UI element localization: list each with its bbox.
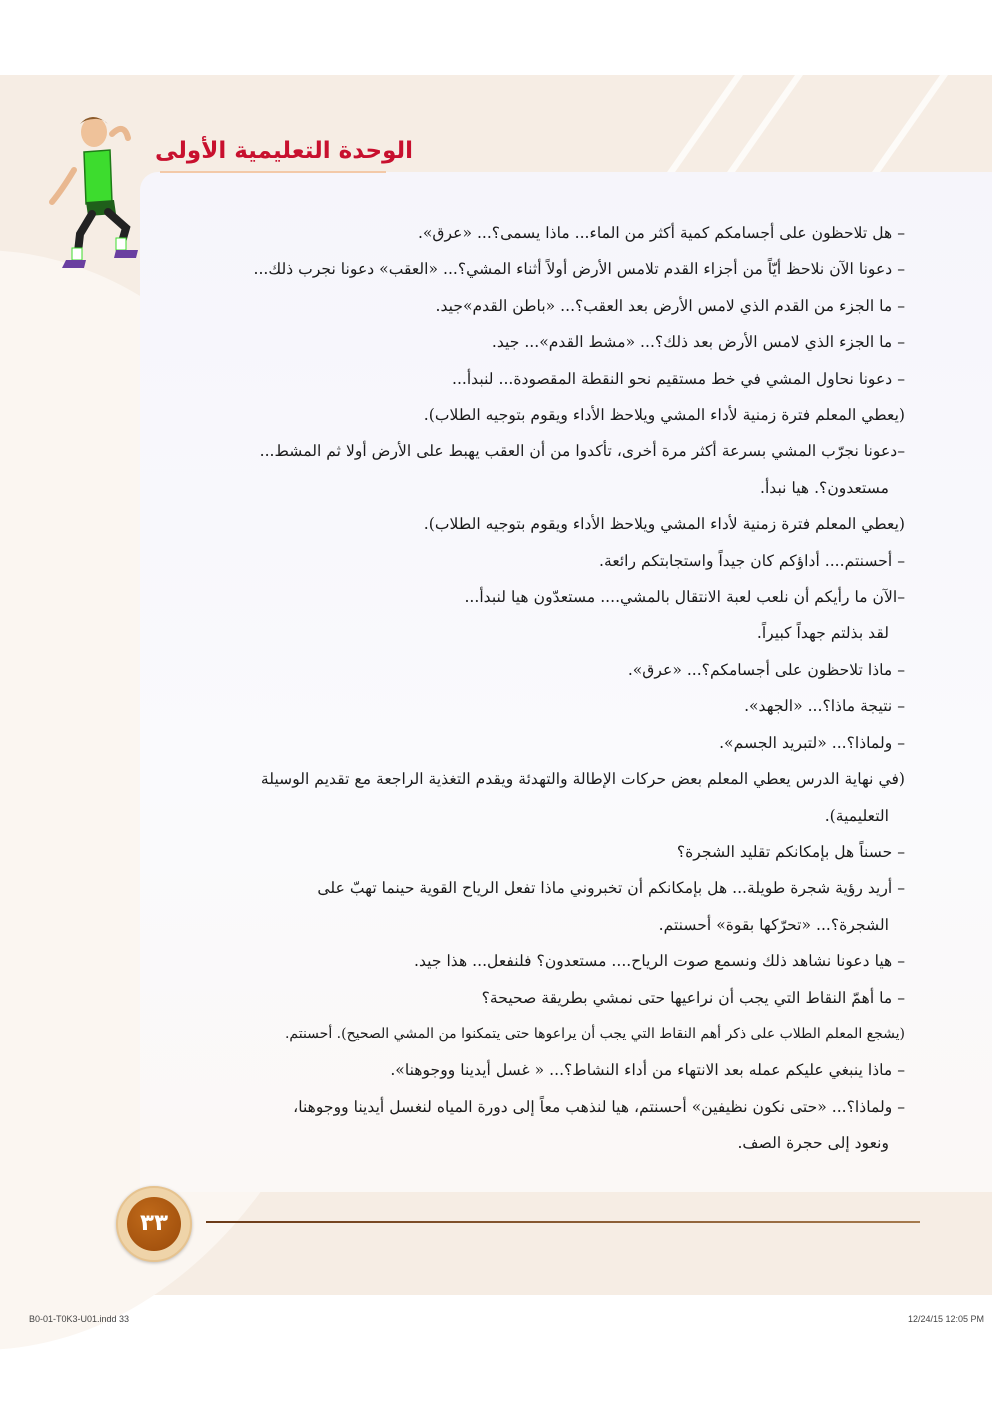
print-slug-date: 12/24/15 12:05 PM <box>907 1314 984 1324</box>
dialogue-line: – دعونا الآن نلاحظ أيّاً من أجزاء القدم تلامس الأرض أولاً أثناء المشي؟... «العقب» دعونا نجرب ذلك... <box>253 260 905 279</box>
dialogue-line: – ولماذا؟... «لتبريد الجسم». <box>719 733 905 752</box>
dialogue-line-continuation: الشجرة؟... «تحرّكها بقوة» أحسنتم. <box>658 915 889 934</box>
dialogue-line-continuation: لقد بذلتم جهداً كبيراً. <box>756 624 889 643</box>
lesson-dialogue <box>130 215 905 1162</box>
runner-figure <box>52 117 138 268</box>
teacher-note: (يشجع المعلم الطلاب على ذكر أهم النقاط التي يجب أن يراعوها حتى يتمكنوا من المشي الصحيح). أحسنتم. <box>284 1025 905 1042</box>
page-number-badge <box>116 1186 192 1262</box>
teacher-note: (في نهاية الدرس يعطي المعلم بعض حركات الإطالة والتهدئة ويقدم التغذية الراجعة مع تقديم الوسيلة <box>260 770 905 789</box>
dialogue-line: – ماذا ينبغي عليكم عمله بعد الانتهاء من أداء النشاط؟... « غسل أيدينا ووجوهنا». <box>390 1061 905 1080</box>
dialogue-line: – هل تلاحظون على أجسامكم كمية أكثر من الماء... ماذا يسمى؟... «عرق». <box>417 224 905 242</box>
dialogue-line: – أريد رؤية شجرة طويلة... هل بإمكانكم أن تخبروني ماذا تفعل الرياح القوية حينما تهبّ على <box>317 879 905 898</box>
teacher-note: (يعطي المعلم فترة زمنية لأداء المشي ويلاحظ الأداء ويقوم بتوجيه الطلاب). <box>423 406 905 425</box>
dialogue-line-continuation: ونعود إلى حجرة الصف. <box>737 1134 889 1153</box>
dialogue-line: –دعونا نجرّب المشي بسرعة أكثر مرة أخرى، تأكدوا من أن العقب يهبط على الأرض أولا ثم المشط... <box>259 442 905 461</box>
unit-title: الوحدة التعليمية الأولى <box>155 138 414 164</box>
dialogue-line: – ما الجزء من القدم الذي لامس الأرض بعد العقب؟... «باطن القدم»جيد. <box>435 296 905 315</box>
print-slug-file: B0-01-T0K3-U01.indd 33 <box>29 1314 130 1324</box>
footer-rule <box>206 1221 920 1223</box>
dialogue-line: – نتيجة ماذا؟... «الجهد». <box>744 697 905 716</box>
dialogue-line-continuation: مستعدون؟. هيا نبدأ. <box>759 478 889 497</box>
teacher-note: (يعطي المعلم فترة زمنية لأداء المشي ويلاحظ الأداء ويقوم بتوجيه الطلاب). <box>423 515 905 534</box>
dialogue-line: – دعونا نحاول المشي في خط مستقيم نحو النقطة المقصودة... لنبدأ... <box>451 369 905 388</box>
dialogue-line: –الآن ما رأيكم أن نلعب لعبة الانتقال بالمشي.... مستعدّون هيا لنبدأ... <box>464 588 905 607</box>
dialogue-line: – حسناً هل بإمكانكم تقليد الشجرة؟ <box>676 842 905 861</box>
teacher-note-continuation: التعليمية). <box>824 806 889 825</box>
dialogue-line: – أحسنتم.... أداؤكم كان جيداً واستجابتكم رائعة. <box>599 551 905 570</box>
title-underline <box>160 171 386 173</box>
page-number: ٣٣ <box>127 1197 181 1251</box>
dialogue-line: – ما أهمّ النقاط التي يجب أن نراعيها حتى نمشي بطريقة صحيحة؟ <box>481 988 905 1007</box>
dialogue-line: – ما الجزء الذي لامس الأرض بعد ذلك؟... «مشط القدم»... جيد. <box>491 333 905 352</box>
dialogue-line: – هيا دعونا نشاهد ذلك ونسمع صوت الرياح.... مستعدون؟ فلنفعل... هذا جيد. <box>414 952 905 971</box>
dialogue-line: – ولماذا؟... «حتى نكون نظيفين» أحسنتم، هيا لنذهب معاً إلى دورة المياه لنغسل أيدينا ووجوهنا، <box>293 1097 905 1116</box>
dialogue-line: – ماذا تلاحظون على أجسامكم؟... «عرق». <box>627 660 905 679</box>
